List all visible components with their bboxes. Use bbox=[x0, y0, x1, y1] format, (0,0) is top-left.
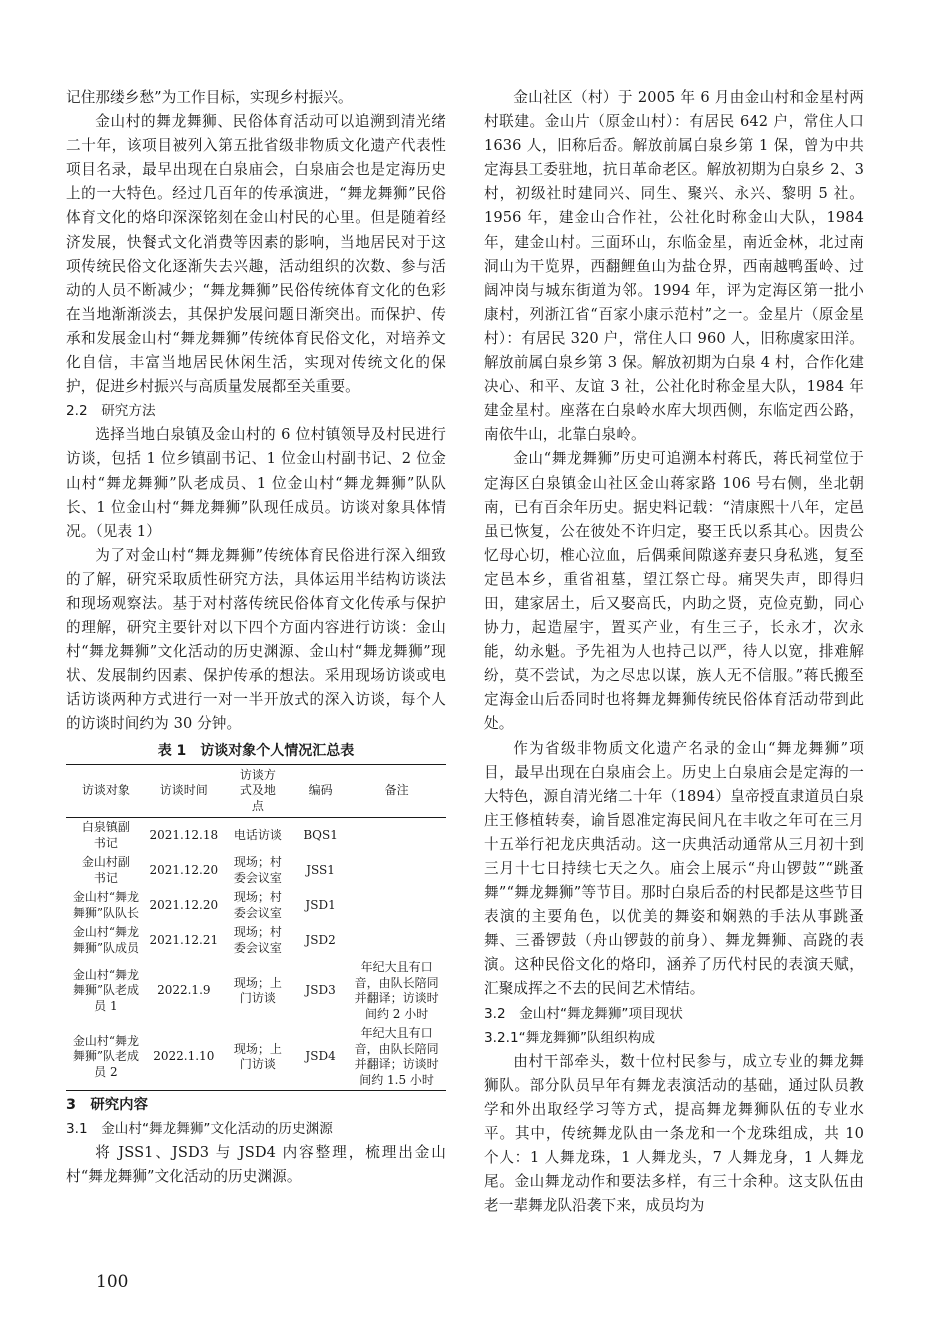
table-header-row bbox=[66, 764, 446, 818]
table-cell: JSD3 bbox=[305, 983, 336, 998]
page-number: 100 bbox=[96, 1272, 129, 1292]
table-cell: 现场；上门访谈 bbox=[233, 975, 282, 1006]
section-heading-3-1: 3.1 金山村“舞龙舞狮”文化活动的历史渊源 bbox=[66, 1121, 333, 1138]
table-row bbox=[66, 958, 446, 1024]
paragraph: 选择当地白泉镇及金山村的 6 位村镇领导及村民进行访谈，包括 1 位乡镇副书记、1 位金山村副书记、2 位金山村“舞龙舞狮”队老成员、1 位金山村“舞龙舞狮”队队长、1 位金山村“舞龙舞狮”队现任成员。访谈对象具体情况。（见表 1） bbox=[66, 426, 446, 540]
table-cell: 现场；村委会议室 bbox=[233, 855, 282, 885]
table-cell: 年纪大且有口音，由队长陪同并翻译；访谈时间约 1.5 小时 bbox=[354, 1026, 439, 1087]
table-cell: 年纪大且有口音，由队长陪同并翻译；访谈时间约 2 小时 bbox=[354, 960, 439, 1021]
section-heading-3: 3 研究内容 bbox=[66, 1097, 148, 1114]
table-cell: 金山村“舞龙舞狮”队成员 bbox=[72, 925, 139, 955]
table-row bbox=[66, 923, 446, 958]
paragraph: 金山村的舞龙舞狮、民俗体育活动可以追溯到清光绪二十年，该项目被列入第五批省级非物质文化遗产代表性项目名录，最早出现在白泉庙会，白泉庙会也是定海历史上的一大特色。经过几百年的传承演进，“舞龙舞狮”民俗体育文化的烙印深深铭刻在金山村民的心里。但是随着经济发展，快餐式文化消费等因素的影响，当地居民对于这项传统民俗文化逐渐失去兴趣，活动组织的次数、参与活动的人员不断减少；“舞龙舞狮”民俗传统体育文化的色彩在当地渐渐淡去，其保护发展问题日渐突出。而保护、传承和发展金山村“舞龙舞狮”传统体育民俗文化，对培养文化自信，丰富当地居民休闲生活，实现对传统文化的保护，促进乡村振兴与高质量发展都至关重要。 bbox=[66, 113, 446, 396]
table-cell: JSS1 bbox=[306, 862, 335, 877]
table-header-cell: 编码 bbox=[294, 764, 347, 818]
paragraph: 将 JSS1、JSD3 与 JSD4 内容整理，梳理出金山村“舞龙舞狮”文化活动的历史渊源。 bbox=[66, 1144, 446, 1186]
table-cell: 白泉镇副书记 bbox=[81, 820, 130, 850]
table-cell bbox=[347, 923, 446, 958]
table-row bbox=[66, 888, 446, 923]
interviewee-table bbox=[66, 764, 446, 1092]
table-cell: 2021.12.20 bbox=[149, 862, 219, 877]
table-header-cell: 访谈方式及地点 bbox=[222, 764, 294, 818]
table-cell: 现场；村委会议室 bbox=[233, 890, 282, 920]
table-row bbox=[66, 818, 446, 854]
table-cell: BQS1 bbox=[303, 827, 338, 842]
table-cell: 金山村副书记 bbox=[81, 855, 130, 885]
table-header-cell: 访谈时间 bbox=[146, 764, 222, 818]
table-cell: 现场；上门访谈 bbox=[233, 1041, 282, 1072]
table-row bbox=[66, 853, 446, 888]
table-cell: 2021.12.18 bbox=[149, 827, 219, 842]
table-header-cell: 备注 bbox=[347, 764, 446, 818]
table-cell: 2022.1.9 bbox=[157, 983, 211, 998]
table-cell bbox=[347, 888, 446, 923]
table-cell: JSD1 bbox=[305, 897, 336, 912]
table-cell: 2022.1.10 bbox=[153, 1049, 215, 1064]
table-cell: JSD2 bbox=[305, 932, 336, 947]
table-cell bbox=[347, 853, 446, 888]
paragraph: 作为省级非物质文化遗产名录的金山“舞龙舞狮”项目，最早出现在白泉庙会上。历史上白泉庙会是定海的一大特色，源自清光绪二十年（1894）皇帝授直隶道员白泉庄王修植转奏，谕旨恩准定海民间凡在丰收之年可在三月十五举行祀龙庆典活动。这一庆典活动通常从三月初十到三月十七日持续七天之久。庙会上展示“舟山锣鼓”“跳蚤舞”“舞龙舞狮”等节目。那时白泉后岙的村民都是这些节目表演的主要角色，以优美的舞姿和娴熟的手法从事跳蚤舞、三番锣鼓（舟山锣鼓的前身）、舞龙舞狮、高跷的表演。这种民俗文化的烙印，涵养了历代村民的表演天赋，汇聚成挥之不去的民间艺术情结。 bbox=[484, 739, 864, 998]
table-caption: 表 1 访谈对象个人情况汇总表 bbox=[157, 742, 355, 759]
section-heading-3-2: 3.2 金山村“舞龙舞狮”项目现状 bbox=[484, 1005, 683, 1022]
table-row bbox=[66, 1024, 446, 1091]
table-cell: 金山村“舞龙舞狮”队队长 bbox=[72, 890, 139, 920]
table-cell: 金山村“舞龙舞狮”队老成员 1 bbox=[72, 967, 139, 1013]
table-cell: 2021.12.20 bbox=[149, 897, 219, 912]
table-cell: 电话访谈 bbox=[233, 827, 282, 842]
paragraph: 为了对金山村“舞龙舞狮”传统体育民俗进行深入细致的了解，研究采取质性研究方法，具体运用半结构访谈法和现场观察法。基于对村落传统民俗体育文化传承与保护的理解，研究主要针对以下四个方面内容进行访谈：金山村“舞龙舞狮”文化活动的历史渊源、金山村“舞龙舞狮”现状、发展制约因素、保护传承的想法。采用现场访谈或电话访谈两种方式进行一对一半开放式的深入访谈，每个人的访谈时间约为 30 分钟。 bbox=[66, 546, 446, 733]
section-heading-3-2-1: 3.2.1“舞龙舞狮”队组织构成 bbox=[484, 1029, 656, 1046]
right-column bbox=[484, 86, 864, 1218]
paragraph: 金山“舞龙舞狮”历史可追溯本村蒋氏，蒋氏祠堂位于定海区白泉镇金山社区金山蒋家路 106 号右侧，坐北朝南，已有百余年历史。据史料记载：“清康熙十八年，定邑虽已恢复，公在彼处不许归定，娶王氏以系其心。因贵公忆母心切，椎心泣血，后偶乘间隙遂弃妻只身私逃，复至定邑本乡，重省祖墓，望江祭亡母。痛哭失声，即得归田，建家居土，后又娶高氏，内助之贤，克俭克勤，同心协力，起造屋宇，置买产业，有生三子，长永才，次永能，幼永魁。予先祖为人也持己以严，待人以宽，排难解纷，莫不尝试，为之尽忠以谋，族人无不信服。”蒋氏搬至定海金山后岙同时也将舞龙舞狮传统民俗体育活动带到此处。 bbox=[484, 450, 864, 733]
table-cell: 现场；村委会议室 bbox=[233, 925, 282, 955]
paragraph: 记住那缕乡愁”为工作目标，实现乡村振兴。 bbox=[66, 89, 353, 106]
paragraph: 由村干部牵头，数十位村民参与，成立专业的舞龙舞狮队。部分队员早年有舞龙表演活动的基础，通过队员教学和外出取经学习等方式，提高舞龙舞狮队伍的专业水平。其中，传统舞龙队由一条龙和一个龙珠组成，共 10 个人：1 人舞龙珠，1 人舞龙头，7 人舞龙身，1 人舞龙尾。金山舞龙动作和要法多样，有三十余种。这支队伍由老一辈舞龙队沿袭下来，成员均为 bbox=[484, 1052, 864, 1215]
paragraph: 金山社区（村）于 2005 年 6 月由金山村和金星村两村联建。金山片（原金山村）：有居民 642 户，常住人口 1636 人，旧称后岙。解放前属白泉乡第 1 保，曾为中共定海县工委驻地，抗日革命老区。解放初期为白泉乡 2、3 村，初级社时建同兴、同生、聚兴、永兴、黎明 5 社。1956 年，建金山合作社，公社化时称金山大队，1984 年，建金山村。三面环山，东临金星，南近金林，北过南洞山为干览界，西翻鲤鱼山为盐仓界，西南越鸭蛋岭、过阔冲岗与城东街道为邻。1994 年，评为定海区第一批小康村，列浙江省“百家小康示范村”之一。金星片（原金星村）：有居民 320 户，常住人口 960 人，旧称虞家田洋。解放前属白泉乡第 3 保。解放初期为白泉 4 村，合作化建决心、和平、友谊 3 社，公社化时称金星大队，1984 年建金星村。座落在白泉岭水库大坝西侧，东临定西公路，南依牛山，北靠白泉岭。 bbox=[484, 89, 864, 444]
table-cell: 2021.12.21 bbox=[149, 932, 219, 947]
table-cell: 金山村“舞龙舞狮”队老成员 2 bbox=[72, 1033, 139, 1079]
table-cell: JSD4 bbox=[305, 1049, 336, 1064]
left-column bbox=[66, 86, 446, 1189]
table-cell bbox=[347, 818, 446, 854]
section-heading-2-2: 2.2 研究方法 bbox=[66, 403, 156, 420]
table-header-cell: 访谈对象 bbox=[66, 764, 146, 818]
